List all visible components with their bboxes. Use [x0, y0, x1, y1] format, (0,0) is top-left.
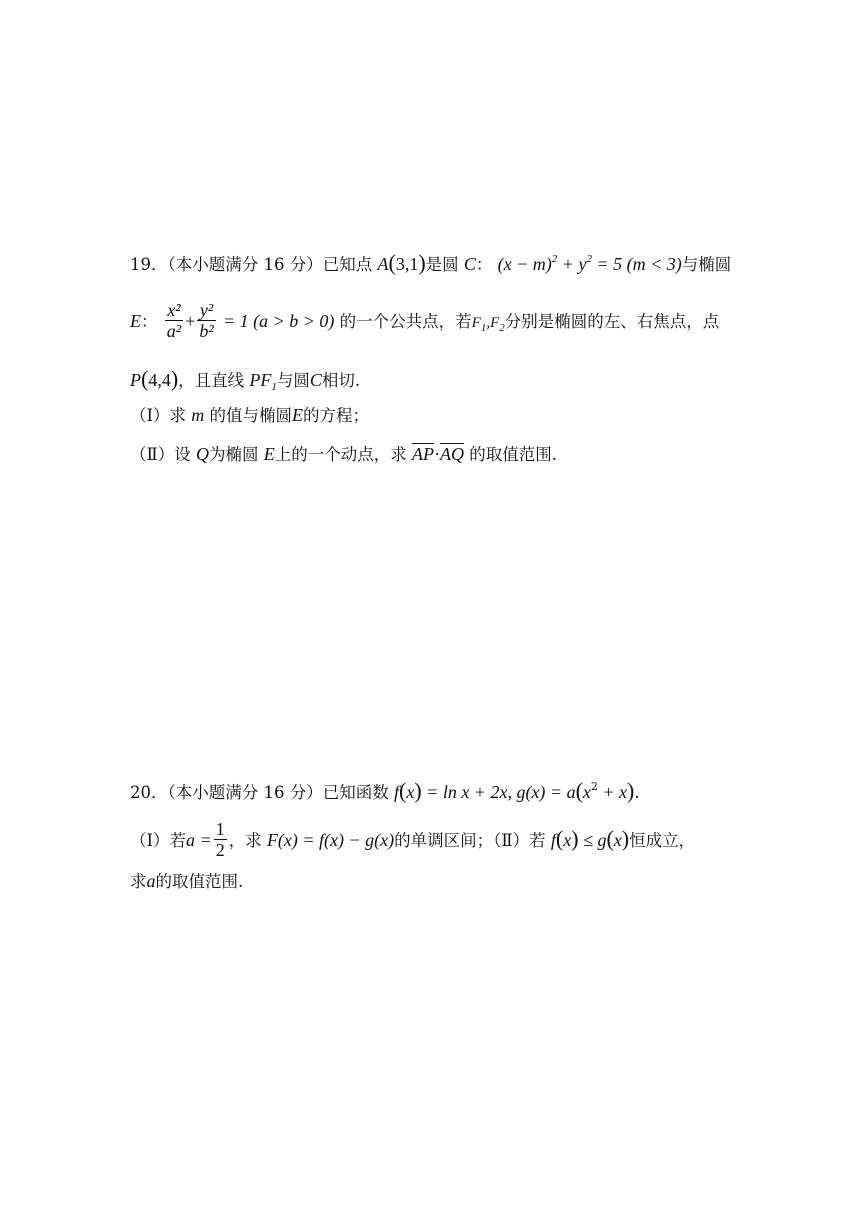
- text: 与椭圆: [681, 255, 732, 274]
- func-f: f: [394, 782, 400, 802]
- exp: 2: [586, 253, 592, 265]
- ellipse-e: E: [292, 405, 304, 425]
- var-a: a: [146, 871, 156, 891]
- circle-c: C: [309, 370, 322, 390]
- q20-header: （本小题满分 16 分）已知函数: [167, 783, 389, 802]
- pf: PF: [249, 370, 272, 390]
- text: 与圆: [276, 371, 310, 390]
- q19-line-3: P(4,4)，且直线 $PF_1$与圆C相切.: [130, 366, 361, 393]
- vector-aq: AQ: [439, 444, 464, 464]
- text: ，求: [228, 831, 262, 850]
- var-x: x: [406, 782, 415, 802]
- denominator: a²: [166, 321, 182, 341]
- fraction-one-half: [214, 819, 227, 860]
- eq-part: = 5 (m < 3): [591, 254, 682, 274]
- sub: 1: [480, 322, 487, 334]
- numerator: y²: [197, 300, 215, 321]
- text: 相切.: [321, 371, 361, 390]
- text: 的方程；: [303, 406, 370, 425]
- sub: 2: [499, 322, 505, 334]
- denominator: 2: [215, 840, 225, 860]
- fraction-y2-b2: [197, 300, 215, 341]
- fraction-x2-a2: [165, 300, 183, 341]
- point-a-coords: 3,1: [395, 254, 419, 274]
- q20-line-3: [130, 868, 740, 895]
- exp: 2: [551, 253, 558, 265]
- focus: ,F: [486, 315, 500, 331]
- q20-line-1: 20．（本小题满分 16 分）已知函数 f(x) = ln x + 2x, $g(x) = a(x^2 + x)$.: [130, 778, 640, 803]
- q19-header: （本小题满分 16 分）已知点: [167, 255, 373, 274]
- var-m: m: [191, 405, 205, 425]
- ellipse-e: E: [130, 311, 141, 331]
- text: 上的一个动点，求: [274, 445, 407, 464]
- period: .: [634, 783, 640, 802]
- eq-part: (x − m): [497, 254, 552, 274]
- point-a: A: [377, 254, 389, 274]
- q19-line-1: 19．（本小题满分 16 分）已知点 A(3,1)是圆 C： $(x - m)^2 + y^2 = 5$ (m < 3)与椭圆: [130, 250, 732, 275]
- text: 的取值范围.: [155, 872, 244, 891]
- ellipse-e: E: [263, 444, 275, 464]
- point-p: P: [130, 370, 141, 390]
- text: 的单调区间；（Ⅱ）若: [394, 831, 546, 850]
- sub: 1: [271, 381, 277, 393]
- dot-operator: ·: [433, 444, 440, 464]
- eq-part: + y: [557, 254, 587, 274]
- exp: 2: [590, 780, 598, 793]
- colon: ：: [475, 255, 493, 274]
- ellipse-condition: = 1 (a > b > 0): [222, 311, 335, 331]
- func-f: f: [550, 830, 556, 850]
- numerator: x²: [165, 300, 183, 321]
- q19-part-1: [130, 402, 740, 429]
- var-x: x: [613, 830, 622, 850]
- vector-ap: AP: [411, 444, 434, 464]
- denominator: b²: [199, 321, 214, 341]
- eq-part: + x: [597, 782, 628, 802]
- part-label: （Ⅰ）若: [130, 831, 187, 850]
- function-definition: = ln x + 2x, g(x) = a: [421, 782, 576, 802]
- text: 的一个公共点，若: [339, 312, 472, 331]
- line-pf1: [249, 370, 277, 393]
- colon: ：: [141, 312, 158, 331]
- text: ，且直线: [178, 371, 245, 390]
- q19-part-2: [130, 441, 740, 468]
- text: 是圆: [425, 255, 459, 274]
- text: 的值与椭圆: [204, 406, 293, 425]
- q20-number: 20．: [130, 783, 168, 802]
- part-label: （Ⅰ）求: [130, 406, 187, 425]
- var-x: x: [582, 782, 591, 802]
- focus: F: [471, 315, 481, 331]
- q19-line-2: [130, 296, 740, 346]
- text: 的取值范围.: [469, 445, 557, 464]
- numerator: 1: [215, 819, 225, 839]
- q19-number: 19．: [130, 255, 168, 274]
- inequality: ≤ g: [578, 830, 607, 850]
- var-x: x: [563, 830, 572, 850]
- circle-equation: [498, 254, 682, 274]
- point-p-coords: 4,4: [148, 370, 171, 390]
- point-q: Q: [195, 444, 209, 464]
- part-label: （Ⅱ）设: [130, 445, 191, 464]
- function-F: F(x) = f(x) − g(x): [266, 830, 395, 850]
- text: 为椭圆: [208, 445, 259, 464]
- text: 求: [130, 872, 147, 891]
- text: 分别是椭圆的左、右焦点，点: [504, 312, 720, 331]
- a-equals: a =: [186, 830, 212, 850]
- text: 恒成立，: [629, 831, 696, 850]
- q20-line-2: （Ⅰ）若a = $\frac{1}{2}$ ，求 F(x) = f(x) − g(x)的单调区间；（Ⅱ）若 f(x) ≤ g(x)恒成立，: [130, 819, 696, 860]
- circle-c: C: [463, 254, 476, 274]
- foci: [471, 315, 505, 334]
- plus: +: [185, 311, 196, 331]
